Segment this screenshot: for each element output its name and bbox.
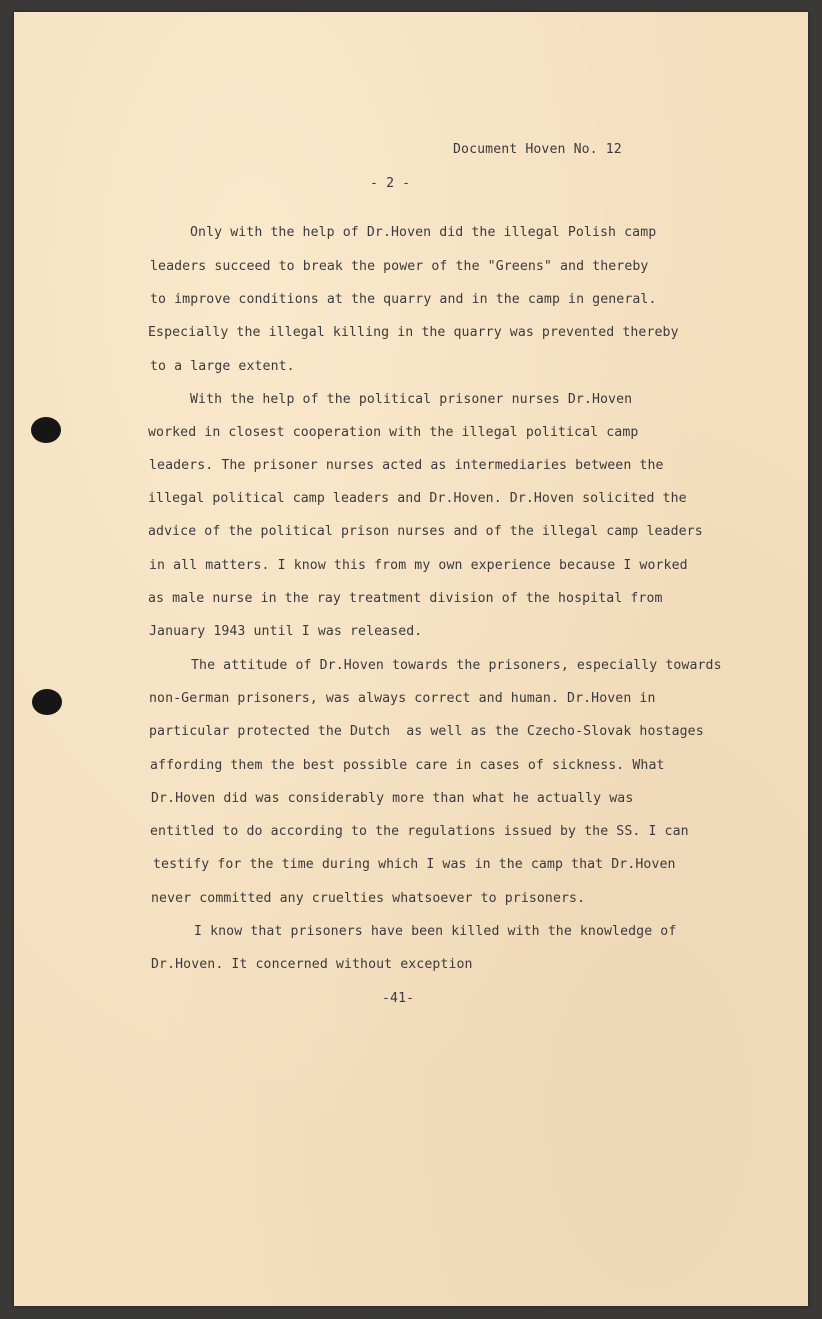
- text-line: Especially the illegal killing in the quarry was prevented thereby: [148, 325, 679, 340]
- text-line: Dr.Hoven did was considerably more than what he actually was: [151, 791, 634, 806]
- page-number: -41-: [382, 991, 415, 1006]
- page-marker: - 2 -: [370, 176, 411, 191]
- text-line: Only with the help of Dr.Hoven did the illegal Polish camp: [190, 225, 657, 240]
- text-line: affording them the best possible care in cases of sickness. What: [150, 758, 665, 773]
- text-line: The attitude of Dr.Hoven towards the prisoners, especially towards: [191, 658, 722, 673]
- punch-hole: [31, 417, 61, 443]
- punch-hole: [32, 689, 62, 715]
- document-page: [14, 12, 808, 1306]
- text-line: in all matters. I know this from my own experience because I worked: [149, 558, 688, 573]
- text-line: leaders. The prisoner nurses acted as intermediaries between the: [149, 458, 664, 473]
- text-line: worked in closest cooperation with the illegal political camp: [148, 425, 639, 440]
- text-line: advice of the political prison nurses and of the illegal camp leaders: [148, 524, 703, 539]
- text-line: never committed any cruelties whatsoever to prisoners.: [151, 891, 586, 906]
- text-line: January 1943 until I was released.: [149, 624, 423, 639]
- text-line: particular protected the Dutch as well as the Czecho-Slovak hostages: [149, 724, 704, 739]
- text-line: With the help of the political prisoner nurses Dr.Hoven: [190, 392, 633, 407]
- text-line: to improve conditions at the quarry and in the camp in general.: [150, 292, 657, 307]
- text-line: Dr.Hoven. It concerned without exception: [151, 957, 473, 972]
- text-line: entitled to do according to the regulations issued by the SS. I can: [150, 824, 689, 839]
- text-line: as male nurse in the ray treatment division of the hospital from: [148, 591, 663, 606]
- text-line: I know that prisoners have been killed with the knowledge of: [194, 924, 677, 939]
- text-line: non-German prisoners, was always correct and human. Dr.Hoven in: [149, 691, 656, 706]
- text-line: testify for the time during which I was in the camp that Dr.Hoven: [153, 857, 676, 872]
- document-reference: Document Hoven No. 12: [453, 142, 622, 157]
- text-line: to a large extent.: [150, 359, 295, 374]
- text-line: illegal political camp leaders and Dr.Hoven. Dr.Hoven solicited the: [148, 491, 687, 506]
- text-line: leaders succeed to break the power of the "Greens" and thereby: [150, 259, 649, 274]
